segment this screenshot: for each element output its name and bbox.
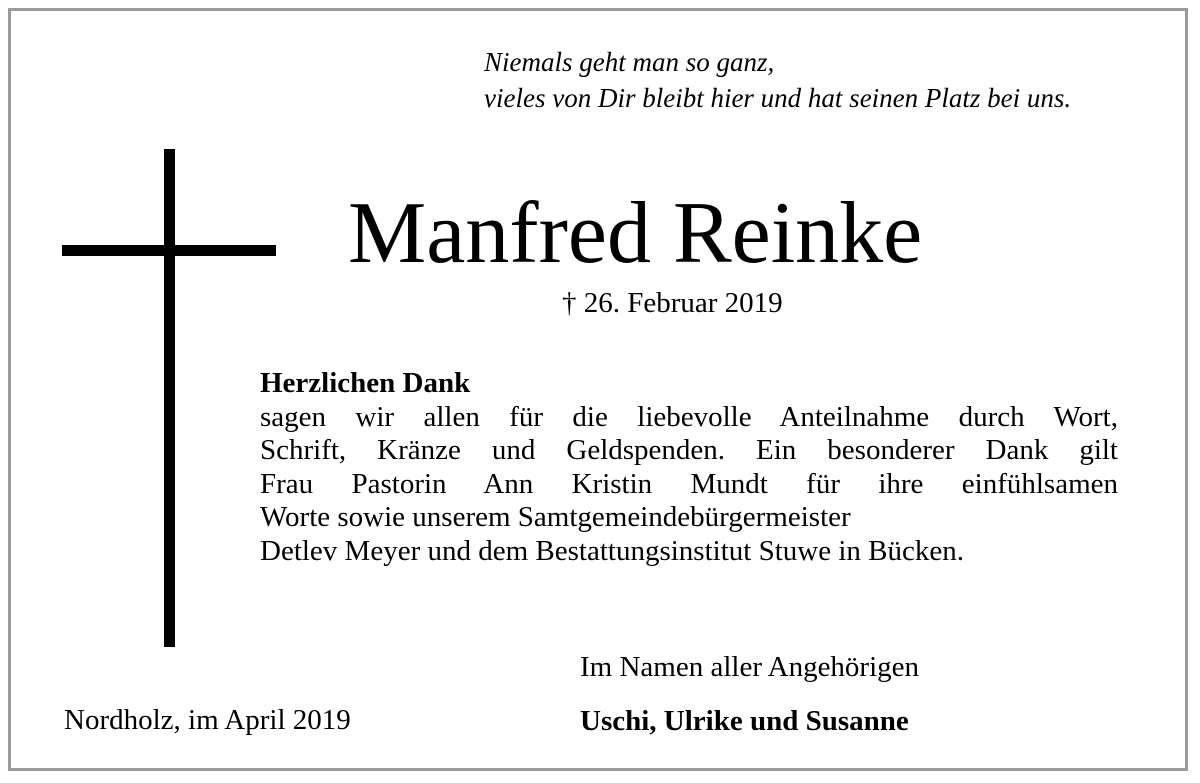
motto-line-1: Niemals geht man so ganz, (484, 47, 775, 77)
cross-icon-vertical-beam (164, 149, 175, 647)
thanks-message (260, 367, 1118, 568)
thanks-line: Frau Pastorin Ann Kristin Mundt für ihre einfühlsamen (260, 467, 1118, 500)
thanks-line: Detlev Meyer und dem Bestattungsinstitut Stuwe in Bücken. (260, 534, 964, 567)
thanks-line: sagen wir allen für die liebevolle Anteilnahme durch Wort, (260, 400, 1118, 433)
place-and-date: Nordholz, im April 2019 (64, 704, 351, 736)
motto-line-2: vieles von Dir bleibt hier und hat seinen Platz bei uns. (484, 83, 1072, 113)
cross-icon-horizontal-beam (62, 245, 276, 256)
thanks-line: Schrift, Kränze und Geldspenden. Ein besonderer Dank gilt (260, 434, 1118, 466)
death-date: † 26. Februar 2019 (562, 287, 783, 319)
motto-quote (484, 44, 1071, 116)
signature-intro: Im Namen aller Angehörigen (580, 651, 920, 683)
thanks-line: Worte sowie unserem Samtgemeindebürgermeister (260, 501, 851, 533)
thanks-heading: Herzlichen Dank (260, 367, 471, 399)
signature-names: Uschi, Ulrike und Susanne (580, 705, 909, 737)
deceased-name: Manfred Reinke (348, 185, 923, 282)
